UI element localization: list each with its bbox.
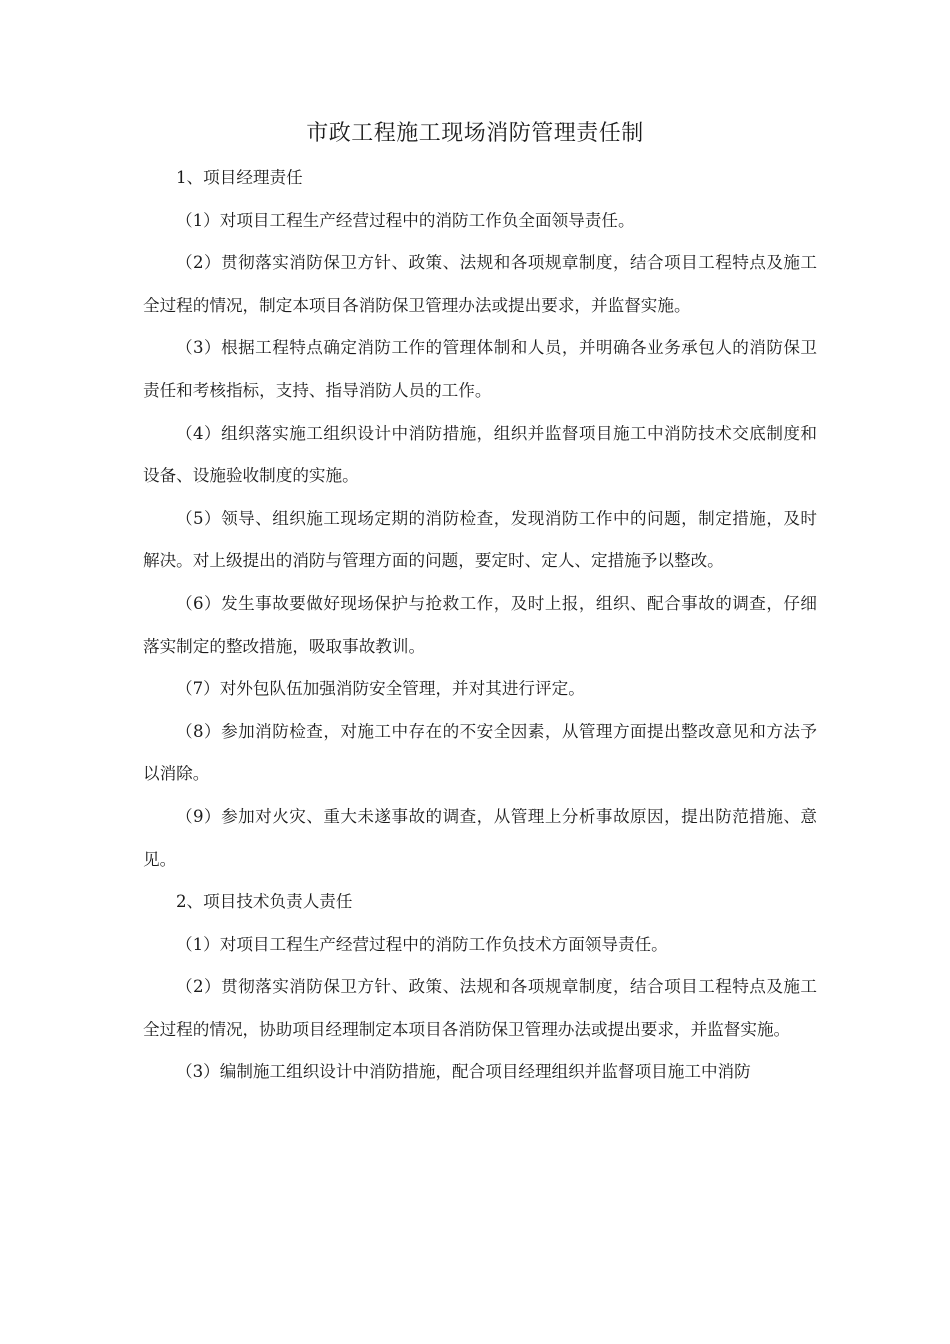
paragraph: （3）编制施工组织设计中消防措施，配合项目经理组织并监督项目施工中消防 xyxy=(176,1062,751,1082)
section-heading: 1、项目经理责任 xyxy=(176,168,303,187)
paragraph: （9）参加对火灾、重大未遂事故的调查，从管理上分析事故原因，提出防范措施、意见。 xyxy=(143,806,817,869)
document-body xyxy=(143,157,817,1094)
document-title: 市政工程施工现场消防管理责任制 xyxy=(306,121,644,146)
paragraph: （2）贯彻落实消防保卫方针、政策、法规和各项规章制度，结合项目工程特点及施工全过程的情况，制定本项目各消防保卫管理办法或提出要求，并监督实施。 xyxy=(143,253,817,315)
paragraph: （2）贯彻落实消防保卫方针、政策、法规和各项规章制度，结合项目工程特点及施工全过程的情况，协助项目经理制定本项目各消防保卫管理办法或提出要求，并监督实施。 xyxy=(143,977,817,1039)
paragraph: （3）根据工程特点确定消防工作的管理体制和人员，并明确各业务承包人的消防保卫责任和考核指标，支持、指导消防人员的工作。 xyxy=(143,338,817,400)
paragraph: （7）对外包队伍加强消防安全管理，并对其进行评定。 xyxy=(176,679,585,699)
section-heading: 2、项目技术负责人责任 xyxy=(176,892,353,912)
paragraph: （6）发生事故要做好现场保护与抢救工作，及时上报，组织、配合事故的调查，仔细落实制定的整改措施，吸取事故教训。 xyxy=(143,593,817,656)
paragraph: （1）对项目工程生产经营过程中的消防工作负全面领导责任。 xyxy=(176,210,635,230)
paragraph: （1）对项目工程生产经营过程中的消防工作负技术方面领导责任。 xyxy=(176,934,668,954)
paragraph: （5）领导、组织施工现场定期的消防检查，发现消防工作中的问题，制定措施，及时解决。对上级提出的消防与管理方面的问题，要定时、定人、定措施予以整改。 xyxy=(143,508,817,571)
paragraph: （4）组织落实施工组织设计中消防措施，组织并监督项目施工中消防技术交底制度和设备、设施验收制度的实施。 xyxy=(143,423,817,486)
paragraph: （8）参加消防检查，对施工中存在的不安全因素，从管理方面提出整改意见和方法予以消除。 xyxy=(143,721,817,784)
